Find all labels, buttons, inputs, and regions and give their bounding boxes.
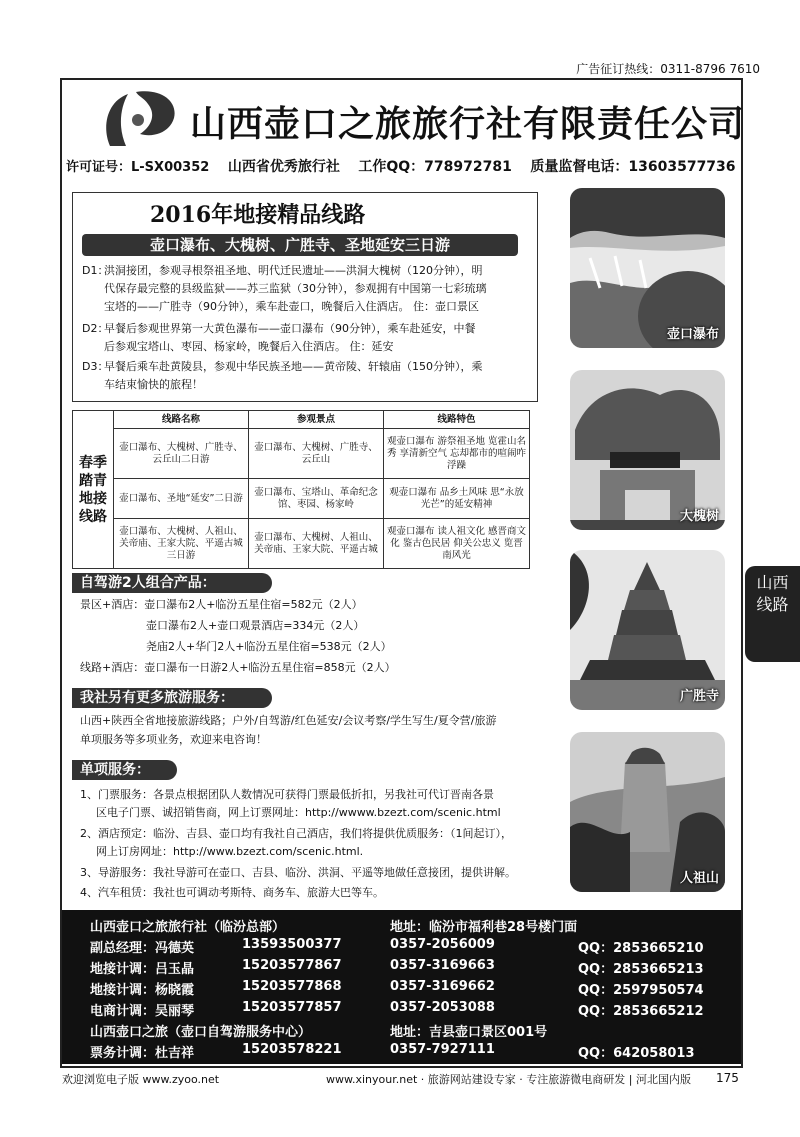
service-line: 2、酒店预定：临汾、吉县、壶口均有我社自己酒店，我们将提供优质服务：（1间起订）， xyxy=(80,827,512,840)
selfdrive-item: 尧庙2人+华门2人+临汾五星住宿=538元（2人） xyxy=(146,640,392,653)
contact-mobile: 15203577868 xyxy=(242,979,342,994)
side-tab-label: 山西线路 xyxy=(756,573,789,614)
service-line: 网上订房网址：http://www.bzezt.com/scenic.html. xyxy=(96,845,364,858)
contact-qq: QQ：2853665210 xyxy=(578,941,704,956)
contact-tel: 0357-3169663 xyxy=(390,958,495,973)
day-text: 代保存最完整的县级监狱——苏三监狱（30分钟），参观拥有中国第一七彩琉璃 xyxy=(104,282,487,295)
day-text: 宝塔的——广胜寺（90分钟），乘车赴壶口，晚餐后入住酒店。 住：壶口景区 xyxy=(104,300,479,313)
photo-hukou-waterfall xyxy=(570,188,725,348)
day-text: 后参观宝塔山、枣园、杨家岭，晚餐后入住酒店。 住：延安 xyxy=(104,340,394,353)
route-banner: 壶口瀑布、大槐树、广胜寺、圣地延安三日游 xyxy=(82,234,518,256)
service-line: 1、门票服务：各景点根据团队人数情况可获得门票最低折扣，另我社可代订晋南各景 xyxy=(80,788,494,801)
contact-qq: QQ：642058013 xyxy=(578,1046,695,1061)
route-name: 壶口瀑布、大槐树、人祖山、关帝庙、王家大院、平遥古城三日游 xyxy=(114,519,249,569)
quality-phone: 质量监督电话：13603577736 xyxy=(530,159,736,175)
route-features: 观壶口瀑布 读人祖文化 感晋商文化 鉴古色民居 仰关公忠义 览晋南风光 xyxy=(384,519,530,569)
photo-guangsheng-temple xyxy=(570,550,725,710)
route-name: 壶口瀑布、圣地“延安”二日游 xyxy=(114,479,249,519)
itinerary-day-2 xyxy=(82,320,527,356)
selfdrive-heading: 自驾游2人组合产品： xyxy=(72,573,272,593)
day-label: D1： xyxy=(82,264,109,277)
contact-mobile: 15203577867 xyxy=(242,958,342,973)
itinerary-day-3 xyxy=(82,358,527,394)
more-services-text: 山西+陕西全省地接旅游线路；户外/自驾游/红色延安/会议考察/学生写生/夏令营/旅游 xyxy=(80,714,497,727)
hq-name: 山西壶口之旅旅行社（临汾总部） xyxy=(90,920,286,935)
table-row xyxy=(73,479,530,519)
day-text: 车结束愉快的旅程！ xyxy=(104,378,203,391)
day-label: D2： xyxy=(82,322,109,335)
selfdrive-item: 壶口瀑布2人+壶口观景酒店=334元（2人） xyxy=(146,619,365,632)
branch-name: 山西壶口之旅（壶口自驾游服务中心） xyxy=(90,1025,312,1040)
route-features: 观壶口瀑布 游祭祖圣地 览霍山名秀 享清新空气 忘却都市的喧闹咋浮躁 xyxy=(384,429,530,479)
honor-title: 山西省优秀旅行社 xyxy=(227,159,340,175)
route-spots: 壶口瀑布、宝塔山、革命纪念馆、枣园、杨家岭 xyxy=(249,479,384,519)
day-label: D3： xyxy=(82,360,109,373)
table-header: 线路特色 xyxy=(384,411,530,429)
contact-qq: QQ：2597950574 xyxy=(578,983,704,998)
ad-hotline: 广告征订热线：0311-8796 7610 xyxy=(576,62,760,76)
contact-block xyxy=(62,910,741,1064)
route-spots: 壶口瀑布、大槐树、人祖山、关帝庙、王家大院、平遥古城 xyxy=(249,519,384,569)
contact-qq: QQ：2853665213 xyxy=(578,962,704,977)
contact-role: 副总经理：冯德英 xyxy=(90,941,195,956)
contact-tel: 0357-2056009 xyxy=(390,937,495,952)
contact-role: 票务计调：杜吉祥 xyxy=(90,1046,195,1061)
work-qq: 工作QQ：778972781 xyxy=(358,159,512,175)
season-label: 春季踏青地接线路 xyxy=(73,411,114,569)
selfdrive-item: 景区+酒店：壶口瀑布2人+临汾五星住宿=582元（2人） xyxy=(80,598,363,611)
photo-caption: 人祖山 xyxy=(679,871,719,886)
contact-role: 地接计调：杨晓霞 xyxy=(90,983,195,998)
company-name: 山西壶口之旅旅行社有限责任公司 xyxy=(190,104,746,145)
photo-caption: 壶口瀑布 xyxy=(666,327,719,342)
day-text: 早餐后参观世界第一大黄色瀑布——壶口瀑布（90分钟），乘车赴延安，中餐 xyxy=(104,322,476,335)
day-text: 洪洞接团，参观寻根祭祖圣地、明代迁民遗址——洪洞大槐树（120分钟），明 xyxy=(104,264,483,277)
hq-address: 地址：临汾市福利巷28号楼门面 xyxy=(390,920,578,935)
more-services-text: 单项服务等多项业务，欢迎来电咨询！ xyxy=(80,733,267,746)
route-title: 2016年地接精品线路 xyxy=(150,202,366,228)
company-logo-icon xyxy=(100,88,180,150)
route-features: 观壶口瀑布 品乡土风味 思“永放光芒”的延安精神 xyxy=(384,479,530,519)
table-header: 参观景点 xyxy=(249,411,384,429)
table-row xyxy=(73,429,530,479)
contact-role: 地接计调：吕玉晶 xyxy=(90,962,195,977)
routes-table xyxy=(72,410,530,569)
photo-renzu-mountain xyxy=(570,732,725,892)
selfdrive-item: 线路+酒店：壶口瀑布一日游2人+临汾五星住宿=858元（2人） xyxy=(80,661,396,674)
route-spots: 壶口瀑布、大槐树、广胜寺、云丘山 xyxy=(249,429,384,479)
contact-mobile: 13593500377 xyxy=(242,937,342,952)
contact-qq: QQ：2853665212 xyxy=(578,1004,704,1019)
service-line: 3、导游服务：我社导游可在壶口、吉县、临汾、洪洞、平遥等地做任意接团，提供讲解。 xyxy=(80,866,516,879)
license-row xyxy=(66,156,750,176)
photo-caption: 广胜寺 xyxy=(679,689,719,704)
contact-tel: 0357-2053088 xyxy=(390,1000,495,1015)
service-line: 区电子门票、诚招销售商，网上订票网址：http://wwww.bzezt.com/scenic.html xyxy=(96,806,501,819)
itinerary-day-1 xyxy=(82,262,527,316)
contact-tel: 0357-7927111 xyxy=(390,1042,495,1057)
footer-right: www.xinyour.net · 旅游网站建设专家 · 专注旅游微电商研发 | 河北国内版 xyxy=(326,1073,691,1086)
photo-caption: 大槐树 xyxy=(679,509,719,524)
route-name: 壶口瀑布、大槐树、广胜寺、云丘山二日游 xyxy=(114,429,249,479)
single-services-heading: 单项服务： xyxy=(72,760,177,780)
contact-mobile: 15203578221 xyxy=(242,1042,342,1057)
day-text: 早餐后乘车赴黄陵县，参观中华民族圣地——黄帝陵、轩辕庙（150分钟），乘 xyxy=(104,360,483,373)
page-number: 175 xyxy=(716,1071,739,1085)
contact-tel: 0357-3169662 xyxy=(390,979,495,994)
contact-mobile: 15203577857 xyxy=(242,1000,342,1015)
more-services-heading: 我社另有更多旅游服务： xyxy=(72,688,272,708)
side-tab-shanxi-routes xyxy=(745,566,800,662)
service-line: 4、汽车租赁：我社也可调动考斯特、商务车、旅游大巴等车。 xyxy=(80,886,384,899)
branch-address: 地址：吉县壶口景区001号 xyxy=(390,1025,548,1040)
footer-left: 欢迎浏览电子版 www.zyoo.net xyxy=(62,1073,220,1086)
photo-big-locust-tree xyxy=(570,370,725,530)
license-number: 许可证号：L-SX00352 xyxy=(66,160,210,175)
contact-role: 电商计调：吴丽琴 xyxy=(90,1004,195,1019)
table-header: 线路名称 xyxy=(114,411,249,429)
table-row xyxy=(73,519,530,569)
